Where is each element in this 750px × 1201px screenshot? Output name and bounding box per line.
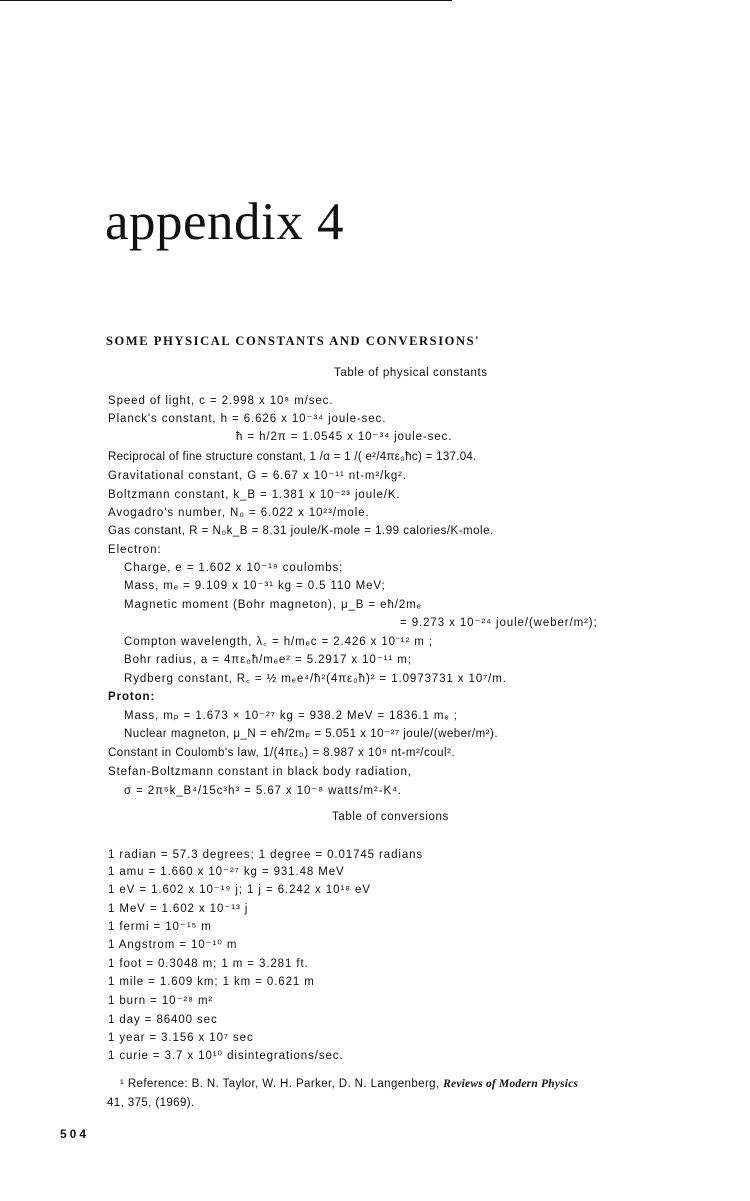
constant-line: Constant in Coulomb's law, 1/(4πε₀) = 8.987 x 10⁹ nt-m²/coul². xyxy=(108,747,456,759)
constant-line: Bohr radius, a = 4πε₀ħ/mₑe² = 5.2917 x 10⁻¹¹ m; xyxy=(124,654,412,666)
section-heading: SOME PHYSICAL CONSTANTS AND CONVERSIONS' xyxy=(106,334,481,348)
constant-line: Stefan-Boltzmann constant in black body radiation, xyxy=(108,766,412,778)
constant-line: Electron: xyxy=(108,544,162,556)
constant-line: Rydberg constant, R꜀ = ½ mₑe⁴/ħ²(4πε₀ħ)² = 1.0973731 x 10⁷/m. xyxy=(124,673,507,685)
constant-line: Mass, mₑ = 9.109 x 10⁻³¹ kg = 0.5 110 MeV; xyxy=(124,580,386,592)
top-rule xyxy=(0,0,452,1)
constant-line: Mass, mₚ = 1.673 × 10⁻²⁷ kg = 938.2 MeV = 1836.1 mₑ ; xyxy=(124,710,458,722)
constant-line: = 9.273 x 10⁻²⁴ joule/(weber/m²); xyxy=(400,617,598,629)
conversion-line: 1 MeV = 1.602 x 10⁻¹³ j xyxy=(108,903,249,915)
constant-line: Gravitational constant, G = 6.67 x 10⁻¹¹ nt-m²/kg². xyxy=(108,470,408,482)
conversion-line: 1 eV = 1.602 x 10⁻¹⁹ j; 1 j = 6.242 x 10¹⁸ eV xyxy=(108,884,371,896)
footnote-citation: 41, 375, (1969). xyxy=(107,1097,195,1109)
conversion-line: 1 curie = 3.7 x 10¹⁰ disintegrations/sec. xyxy=(108,1050,344,1062)
footnote-journal: Reviews of Modern Physics xyxy=(443,1078,579,1090)
conversions-table-title: Table of conversions xyxy=(332,811,449,823)
constant-line: Avogadro's number, N₀ = 6.022 x 10²³/mole. xyxy=(108,507,370,519)
constant-line: Boltzmann constant, k_B = 1.381 x 10⁻²³ joule/K. xyxy=(108,489,401,501)
footnote-reference: ¹ Reference: B. N. Taylor, W. H. Parker, D. N. Langenberg, xyxy=(120,1078,440,1090)
conversion-line: 1 day = 86400 sec xyxy=(108,1014,218,1026)
conversion-line: 1 year = 3.156 x 10⁷ sec xyxy=(108,1032,254,1044)
constant-line: ħ = h/2π = 1.0545 x 10⁻³⁴ joule-sec. xyxy=(236,431,453,443)
constant-line: Speed of light, c = 2.998 x 10⁸ m/sec. xyxy=(108,395,334,407)
conversion-line: 1 amu = 1.660 x 10⁻²⁷ kg = 931.48 MeV xyxy=(108,866,345,878)
constant-line: Magnetic moment (Bohr magneton), μ_B = eħ/2mₑ xyxy=(124,599,422,611)
conversion-line: 1 fermi = 10⁻¹⁵ m xyxy=(108,921,212,933)
constant-line: Planck's constant, h = 6.626 x 10⁻³⁴ joule-sec. xyxy=(108,413,387,425)
constant-line: Reciprocal of fine structure constant, 1 /α = 1 /( e²/4πε₀ħc) = 137.04. xyxy=(108,451,477,463)
page-number: 504 xyxy=(60,1127,90,1141)
constant-line: σ = 2π⁵k_B⁴/15c³h³ = 5.67 x 10⁻⁸ watts/m²-K⁴. xyxy=(124,785,402,797)
constant-line: Proton: xyxy=(108,691,156,703)
footnote xyxy=(120,1078,578,1090)
conversion-line: 1 radian = 57.3 degrees; 1 degree = 0.01745 radians xyxy=(108,849,424,861)
constant-line: Nuclear magneton, μ_N = eħ/2mₚ = 5.051 x 10⁻²⁷ joule/(weber/m²). xyxy=(124,728,499,740)
conversion-line: 1 burn = 10⁻²⁸ m² xyxy=(108,995,214,1007)
conversion-line: 1 Angstrom = 10⁻¹⁰ m xyxy=(108,939,238,951)
constants-table-title: Table of physical constants xyxy=(334,367,488,379)
conversion-line: 1 foot = 0.3048 m; 1 m = 3.281 ft. xyxy=(108,958,309,970)
constant-line: Gas constant, R = N₀k_B = 8.31 joule/K-mole = 1.99 calories/K-mole. xyxy=(108,525,494,537)
chapter-title: appendix 4 xyxy=(105,193,345,251)
conversion-line: 1 mile = 1.609 km; 1 km = 0.621 m xyxy=(108,976,315,988)
constant-line: Compton wavelength, λ꜀ = h/mₑc = 2.426 x 10⁻¹² m ; xyxy=(124,636,433,648)
constant-line: Charge, e = 1.602 x 10⁻¹⁹ coulombs; xyxy=(124,562,344,574)
